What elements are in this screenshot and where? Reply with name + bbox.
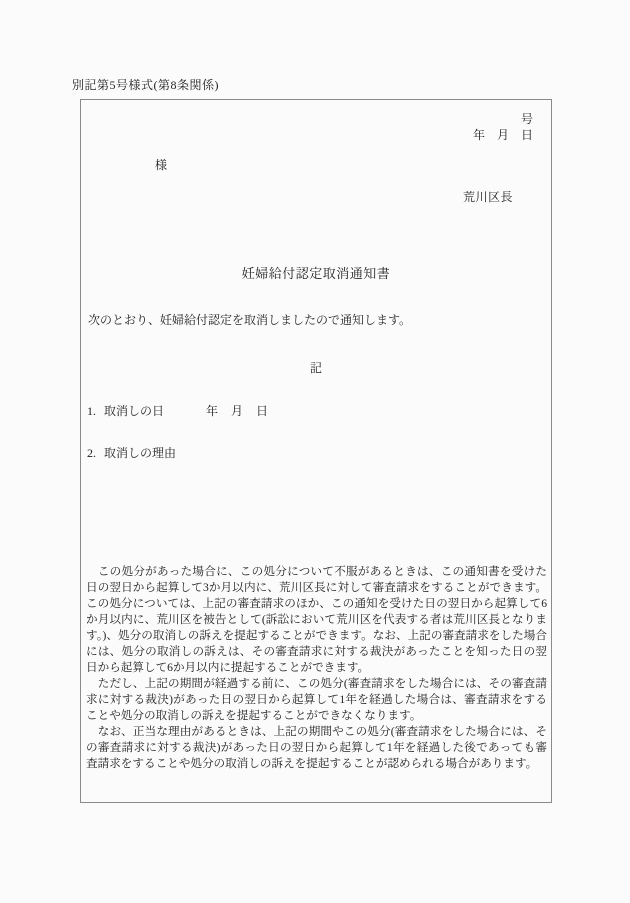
- document-number-line: 号: [520, 112, 533, 126]
- notice-paragraph: なお、正当な理由があるときは、上記の期間やこの処分(審査請求をした場合には、その審査請求に対する裁決)があった日の翌日から起算して1年を経過した後であっても審査請求をすることや処分の取消しの訴えを提起することが認められる場合があります。: [86, 725, 547, 770]
- item-number: 2.: [87, 446, 96, 460]
- sender-name: 荒川区長: [462, 190, 513, 204]
- document-title: 妊婦給付認定取消通知書: [241, 266, 391, 281]
- notice-paragraph: この処分があった場合に、この処分について不服があるときは、この通知書を受けた日の翌日から起算して3か月以内に、荒川区長に対して審査請求をすることができます。この処分については、上記の審査請求のほか、この通知を受けた日の翌日から起算して6か月以内に、荒川区を被告として(訴訟において荒川区を代表する者は荒川区長となります。)、処分の取消しの訴えを提起することができます。なお、上記の審査請求をした場合には、処分の取消しの訴えは、その審査請求に対する裁決があったことを知った日の翌日から起算して6か月以内に提起することができます。: [86, 565, 547, 674]
- record-marker: 記: [309, 361, 322, 375]
- appeal-rights-notice: [86, 564, 547, 772]
- item-number: 1.: [87, 404, 96, 418]
- item-label: 取消しの理由: [104, 446, 177, 460]
- form-number-label: 別記第5号様式(第8条関係): [72, 78, 219, 92]
- item-date-value: 年 月 日: [206, 404, 269, 418]
- item-label: 取消しの日: [104, 404, 165, 418]
- notice-paragraph: ただし、上記の期間が経過する前に、この処分(審査請求をした場合には、その審査請求に対する裁決)があった日の翌日から起算して1年を経過した場合は、審査請求をすることや処分の取消しの訴えを提起することができなくなります。: [86, 677, 547, 722]
- addressee-honorific: 様: [155, 158, 168, 172]
- list-item-cancellation-date: [87, 402, 269, 419]
- list-item-cancellation-reason: [87, 444, 176, 461]
- document-frame: [80, 99, 552, 803]
- intro-text: 次のとおり、妊婦給付認定を取消しましたので通知します。: [88, 313, 412, 327]
- issue-date-line: 年 月 日: [472, 128, 533, 142]
